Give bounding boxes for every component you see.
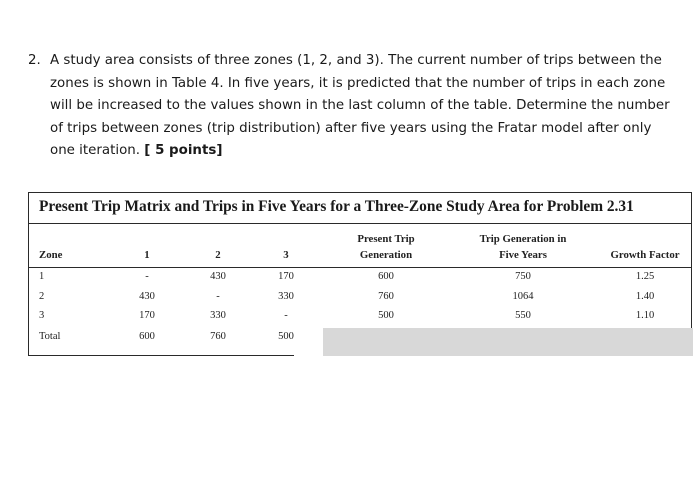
header-col-2: 2: [215, 249, 221, 261]
row3-present: 500: [378, 310, 394, 321]
row3-zone: 3: [39, 310, 45, 321]
row1-col-1: -: [145, 271, 149, 282]
trip-matrix-table: [28, 192, 692, 355]
header-present-line1: Present Trip: [357, 233, 415, 245]
header-future-line2: Five Years: [499, 249, 547, 261]
shaded-total-area: [323, 328, 693, 356]
row1-zone: 1: [39, 271, 45, 282]
row3-growth: 1.10: [635, 310, 655, 321]
row2-growth: 1.40: [635, 291, 655, 302]
problem-statement: [28, 50, 678, 163]
row2-col-1: 430: [139, 291, 155, 302]
problem-number: 2.: [28, 53, 41, 68]
header-col-1: 1: [144, 249, 150, 261]
row2-zone: 2: [39, 291, 45, 302]
table-bottom-border: [28, 355, 294, 356]
caption-divider: [29, 223, 691, 224]
table-caption: Present Trip Matrix and Trips in Five Years for a Three-Zone Study Area for Problem 2.31: [39, 198, 634, 215]
total-col-1: 600: [139, 331, 155, 342]
header-col-3: 3: [283, 249, 289, 261]
row3-col-1: 170: [139, 310, 155, 321]
total-col-2: 760: [210, 331, 226, 342]
row2-present: 760: [378, 291, 394, 302]
row1-present: 600: [378, 271, 394, 282]
row2-col-3: 330: [278, 291, 294, 302]
header-present-line2: Generation: [359, 249, 413, 261]
row2-future: 1064: [512, 291, 534, 302]
row1-col-3: 170: [278, 271, 294, 282]
header-growth-factor: Growth Factor: [610, 249, 680, 261]
problem-text: A study area consists of three zones (1, 2, and 3). The current number of trips between the zones is shown in Table 4. In five years, it is predicted that the number of trips in each zone will be increased to the values shown in the last column of the table. Determine the number of trips between zones (trip distribution) after five years using the Fratar model after only one iteration.: [50, 53, 670, 158]
problem-points: [ 5 points]: [144, 143, 223, 158]
header-divider: [29, 267, 691, 268]
row1-future: 750: [515, 271, 531, 282]
row1-growth: 1.25: [635, 271, 655, 282]
row3-col-2: 330: [210, 310, 226, 321]
problem-text-block: [50, 50, 678, 163]
row1-col-2: 430: [210, 271, 226, 282]
row2-col-2: -: [216, 291, 220, 302]
header-zone: Zone: [39, 249, 63, 261]
header-future-line1: Trip Generation in: [479, 233, 567, 245]
total-label: Total: [39, 331, 61, 342]
total-col-3: 500: [278, 331, 294, 342]
row3-future: 550: [515, 310, 531, 321]
row3-col-3: -: [284, 310, 288, 321]
